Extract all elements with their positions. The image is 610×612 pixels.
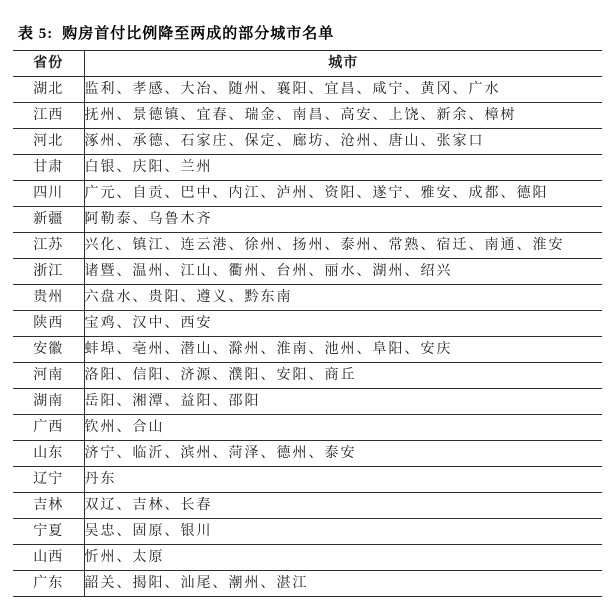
cities-cell: 白银、庆阳、兰州: [84, 160, 213, 175]
province-cell: 湖南: [13, 389, 84, 415]
table-title-text: 购房首付比例降至两成的部分城市名单: [62, 26, 335, 42]
province-cell: 河南: [13, 363, 84, 389]
cities-cell: 韶关、揭阳、汕尾、潮州、湛江: [84, 576, 309, 591]
table-row: [13, 155, 602, 181]
cities-cell: 涿州、承德、石家庄、保定、廊坊、沧州、唐山、张家口: [84, 134, 485, 149]
table-row: [13, 363, 602, 389]
table-row: [13, 129, 602, 155]
province-cell: 广东: [13, 571, 84, 597]
province-cell: 安徽: [13, 337, 84, 363]
cities-cell: 忻州、太原: [84, 550, 165, 565]
cities-cell: 宝鸡、汉中、西安: [84, 316, 213, 331]
cities-cell: 岳阳、湘潭、益阳、邵阳: [84, 394, 261, 409]
cities-cell: 抚州、景德镇、宜春、瑞金、南昌、高安、上饶、新余、樟树: [84, 108, 517, 123]
province-cell: 湖北: [13, 77, 84, 103]
table-row: [13, 285, 602, 311]
cities-cell: 广元、自贡、巴中、内江、泸州、资阳、遂宁、雅安、成都、德阳: [84, 186, 549, 201]
table-row: [13, 233, 602, 259]
table-row: [13, 545, 602, 571]
table-row: [13, 259, 602, 285]
table-title-label: 表 5:: [18, 26, 54, 42]
province-cell: 陕西: [13, 311, 84, 337]
table-row: [13, 103, 602, 129]
table-row: [13, 207, 602, 233]
cities-cell: 诸暨、温州、江山、衢州、台州、丽水、湖州、绍兴: [84, 264, 453, 279]
table-row: [13, 467, 602, 493]
cities-cell: 丹东: [84, 472, 117, 487]
province-cell: 吉林: [13, 493, 84, 519]
cities-cell: 监利、孝感、大冶、随州、襄阳、宜昌、咸宁、黄冈、广水: [84, 82, 501, 97]
header-row: [13, 51, 602, 77]
province-cell: 新疆: [13, 207, 84, 233]
table-row: [13, 519, 602, 545]
province-cell: 四川: [13, 181, 84, 207]
province-cell: 江苏: [13, 233, 84, 259]
cities-cell: 济宁、临沂、滨州、菏泽、德州、泰安: [84, 446, 357, 461]
province-cell: 山西: [13, 545, 84, 571]
table-row: [13, 77, 602, 103]
downpayment-city-table: [13, 50, 602, 597]
cities-cell: 钦州、合山: [84, 420, 165, 435]
table-row: [13, 415, 602, 441]
table-row: [13, 181, 602, 207]
cities-cell: 蚌埠、亳州、潜山、滁州、淮南、池州、阜阳、安庆: [84, 342, 453, 357]
header-cell-province: 省份: [13, 51, 84, 77]
cities-cell: 阿勒泰、乌鲁木齐: [84, 212, 213, 227]
province-cell: 山东: [13, 441, 84, 467]
table-row: [13, 311, 602, 337]
table-row: [13, 441, 602, 467]
province-cell: 甘肃: [13, 155, 84, 181]
cities-cell: 洛阳、信阳、济源、濮阳、安阳、商丘: [84, 368, 357, 383]
province-cell: 辽宁: [13, 467, 84, 493]
province-cell: 贵州: [13, 285, 84, 311]
header-cell-city: 城市: [328, 56, 359, 71]
table-row: [13, 337, 602, 363]
cities-cell: 兴化、镇江、连云港、徐州、扬州、泰州、常熟、宿迁、南通、淮安: [84, 238, 565, 253]
table-row: [13, 389, 602, 415]
cities-cell: 双辽、吉林、长春: [84, 498, 213, 513]
cities-cell: 吴忠、固原、银川: [84, 524, 213, 539]
cities-cell: 六盘水、贵阳、遵义、黔东南: [84, 290, 293, 305]
table-title: [18, 22, 592, 43]
province-cell: 江西: [13, 103, 84, 129]
province-cell: 河北: [13, 129, 84, 155]
province-cell: 广西: [13, 415, 84, 441]
table-row: [13, 571, 602, 597]
table-row: [13, 493, 602, 519]
table-body: [13, 77, 602, 597]
province-cell: 浙江: [13, 259, 84, 285]
province-cell: 宁夏: [13, 519, 84, 545]
